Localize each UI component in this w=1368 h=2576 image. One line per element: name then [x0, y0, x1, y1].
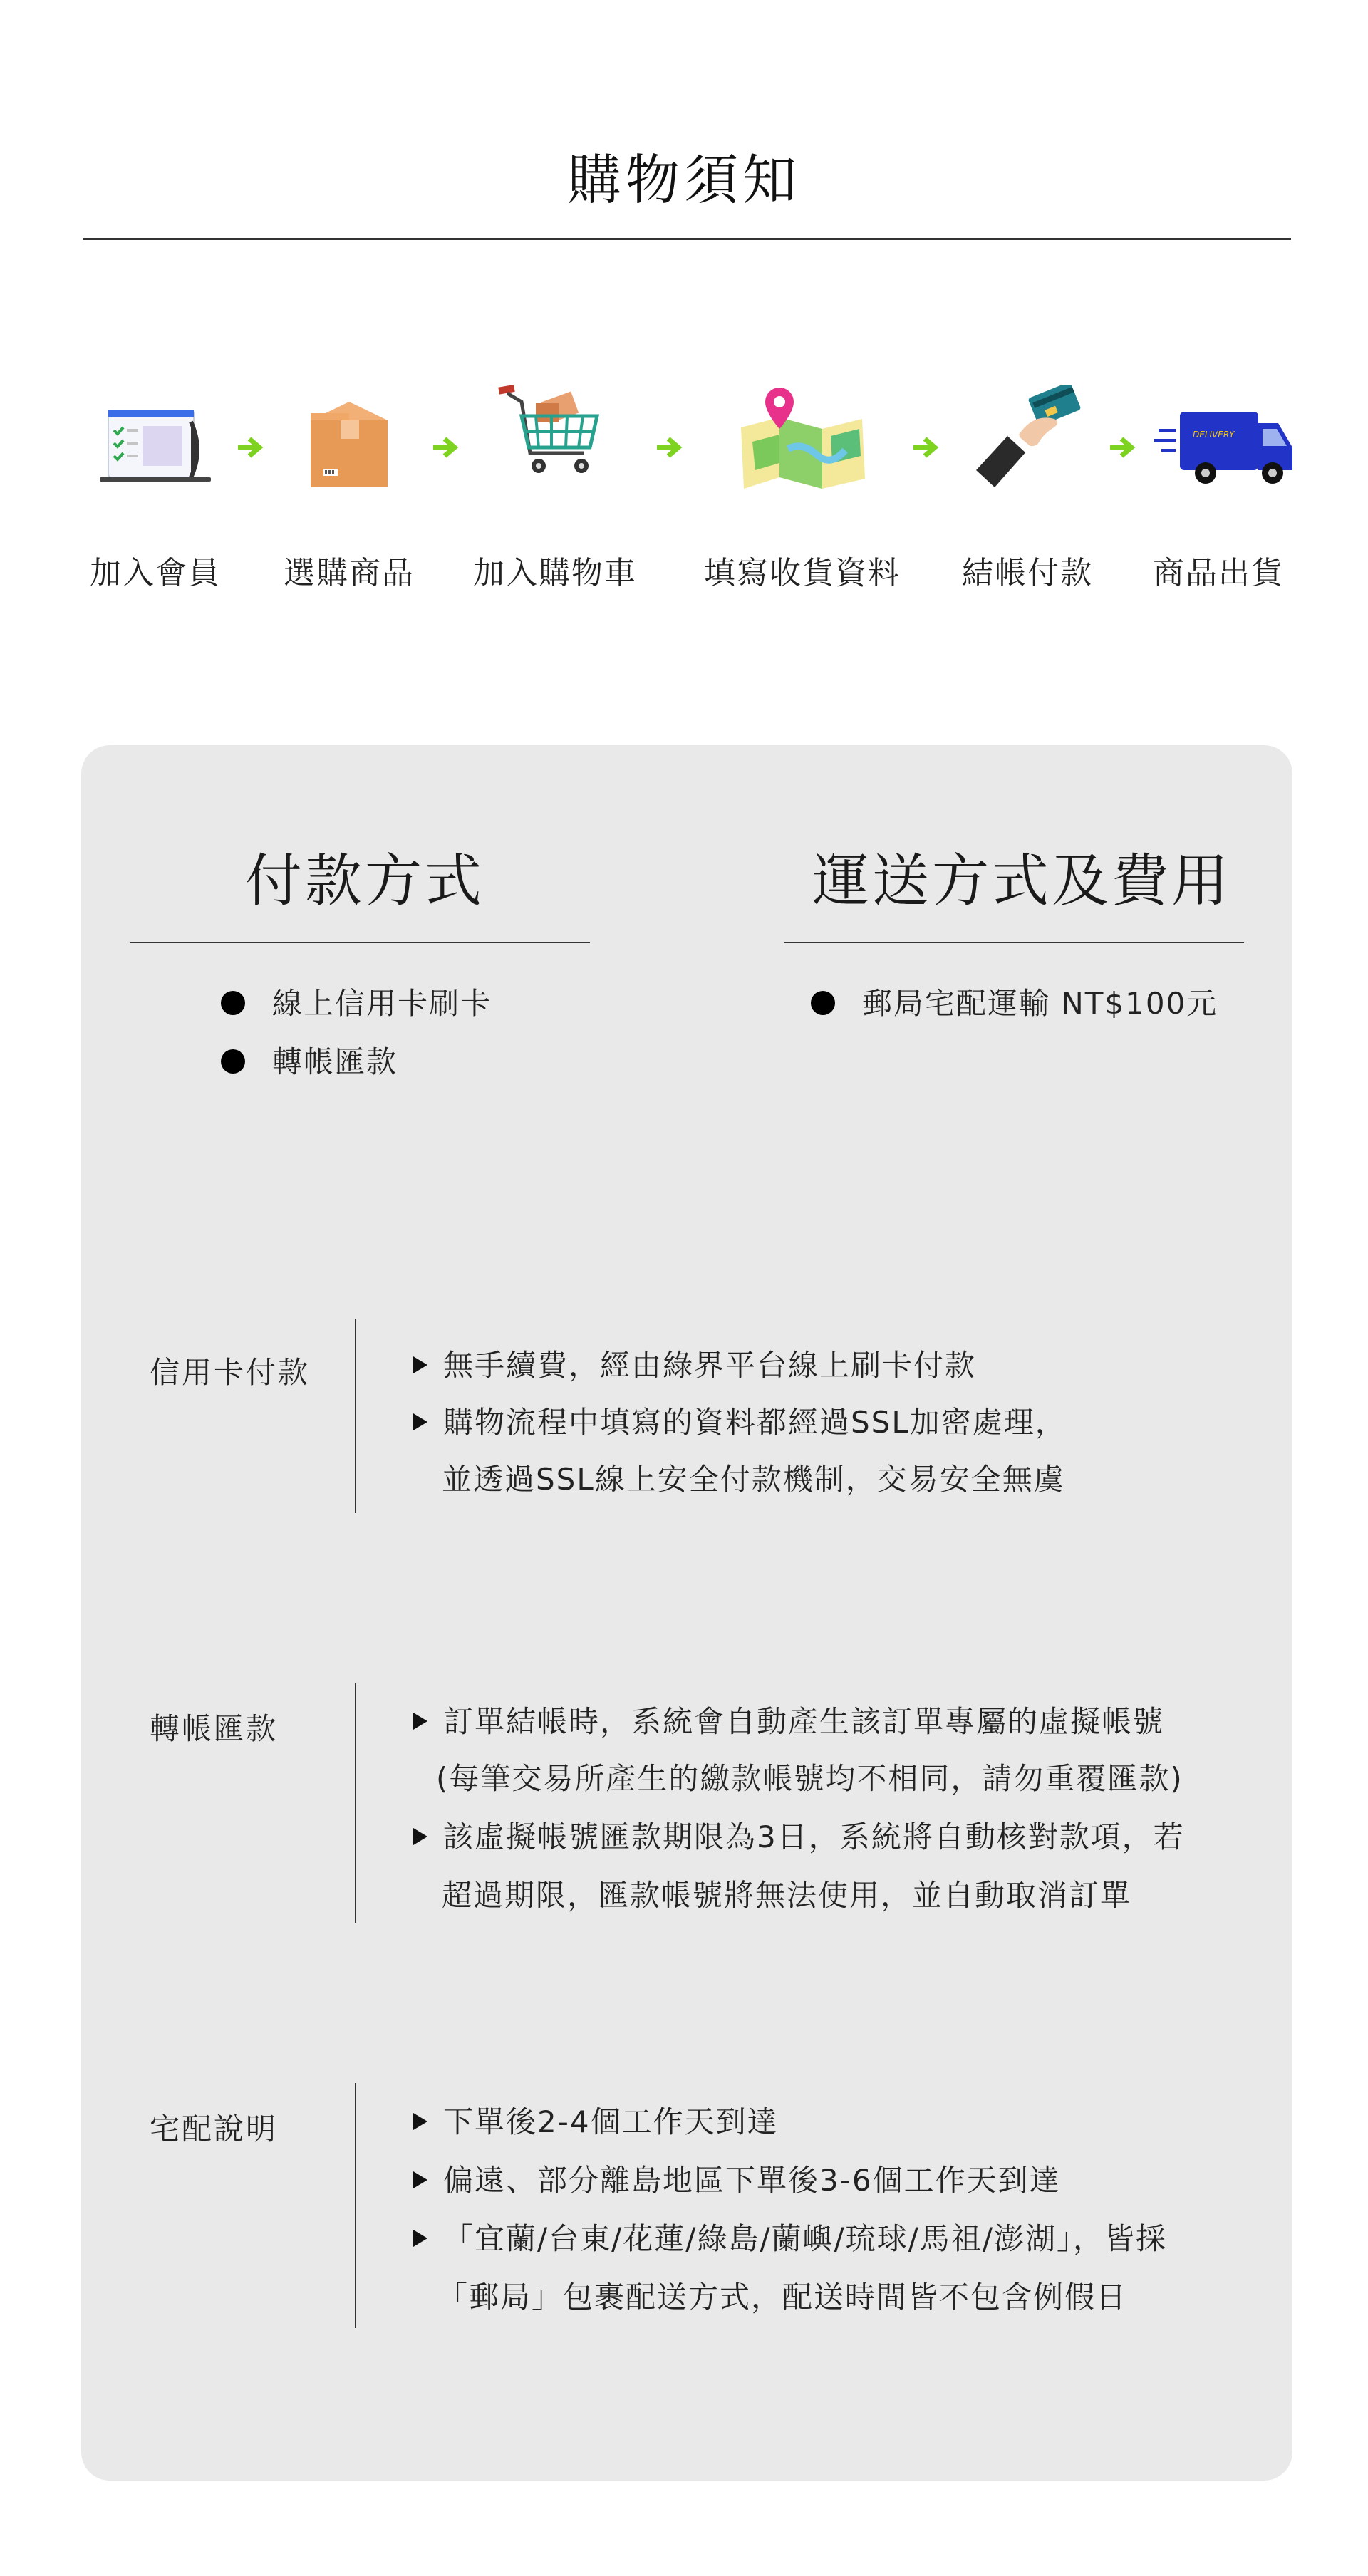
- map-pin-icon: [738, 385, 866, 506]
- triangle-bullet-icon: [413, 2113, 428, 2130]
- arrow-right-icon: [912, 435, 940, 463]
- arrow-right-icon: [432, 435, 460, 463]
- delivery-note: 下單後2-4個工作天到達: [413, 2099, 779, 2141]
- arrow-right-icon: [1109, 435, 1137, 463]
- package-box-icon: [306, 385, 392, 506]
- step-label: 填寫收貨資料: [704, 555, 901, 591]
- triangle-bullet-icon: [413, 1828, 428, 1845]
- triangle-bullet-icon: [413, 1356, 428, 1373]
- payment-divider: [130, 942, 590, 943]
- credit-card-note-cont: 並透過SSL線上安全付款機制，交易安全無虞: [442, 1462, 1065, 1497]
- bullet-icon: [221, 1049, 245, 1074]
- section-divider: [355, 1319, 356, 1513]
- arrow-right-icon: [656, 435, 684, 463]
- step-label: 加入購物車: [473, 555, 637, 591]
- delivery-label: 宅配說明: [150, 2112, 279, 2146]
- shopping-cart-icon: [493, 385, 607, 506]
- bullet-icon: [811, 991, 835, 1015]
- credit-card-label: 信用卡付款: [150, 1355, 311, 1390]
- delivery-note: 偏遠、部分離島地區下單後3-6個工作天到達: [413, 2157, 1061, 2200]
- transfer-note: 訂單結帳時，系統會自動產生該訂單專屬的虛擬帳號: [413, 1698, 1164, 1741]
- payment-method-item: 轉帳匯款: [221, 1039, 398, 1081]
- step-label: 加入會員: [90, 555, 221, 591]
- delivery-van-icon: [1151, 385, 1301, 506]
- section-divider: [355, 1683, 356, 1923]
- step-label: 選購商品: [284, 555, 415, 591]
- delivery-note-cont: 「郵局」包裹配送方式，配送時間皆不包含例假日: [437, 2280, 1128, 2315]
- shipping-divider: [784, 942, 1244, 943]
- page-title: 購物須知: [567, 148, 801, 212]
- computer-checklist-icon: [100, 385, 214, 506]
- delivery-note: 「宜蘭/台東/花蓮/綠島/蘭嶼/琉球/馬祖/澎湖」，皆採: [413, 2216, 1167, 2258]
- step-label: 商品出貨: [1153, 555, 1284, 591]
- shipping-title: 運送方式及費用: [812, 848, 1231, 914]
- triangle-bullet-icon: [413, 1713, 428, 1730]
- payment-method-item: 線上信用卡刷卡: [221, 980, 492, 1023]
- payment-title: 付款方式: [245, 848, 484, 914]
- title-divider: [83, 238, 1291, 240]
- credit-card-note: 購物流程中填寫的資料都經過SSL加密處理，: [413, 1399, 1067, 1442]
- shipping-method-item: 郵局宅配運輸 NT$100元: [811, 980, 1218, 1023]
- triangle-bullet-icon: [413, 2171, 428, 2188]
- transfer-note-cont: (每筆交易所產生的繳款帳號均不相同，請勿重覆匯款): [436, 1761, 1183, 1796]
- section-divider: [355, 2083, 356, 2328]
- transfer-note: 該虛擬帳號匯款期限為3日，系統將自動核對款項，若: [413, 1814, 1185, 1856]
- triangle-bullet-icon: [413, 2230, 428, 2247]
- bullet-icon: [221, 991, 245, 1015]
- van-label: DELIVERY: [1193, 430, 1235, 440]
- transfer-label: 轉帳匯款: [150, 1711, 279, 1746]
- credit-card-hand-icon: [969, 385, 1090, 506]
- triangle-bullet-icon: [413, 1413, 428, 1430]
- transfer-note-cont: 超過期限，匯款帳號將無法使用，並自動取消訂單: [442, 1878, 1132, 1913]
- arrow-right-icon: [237, 435, 265, 463]
- step-label: 結帳付款: [962, 555, 1093, 591]
- credit-card-note: 無手續費，經由綠界平台線上刷卡付款: [413, 1342, 976, 1385]
